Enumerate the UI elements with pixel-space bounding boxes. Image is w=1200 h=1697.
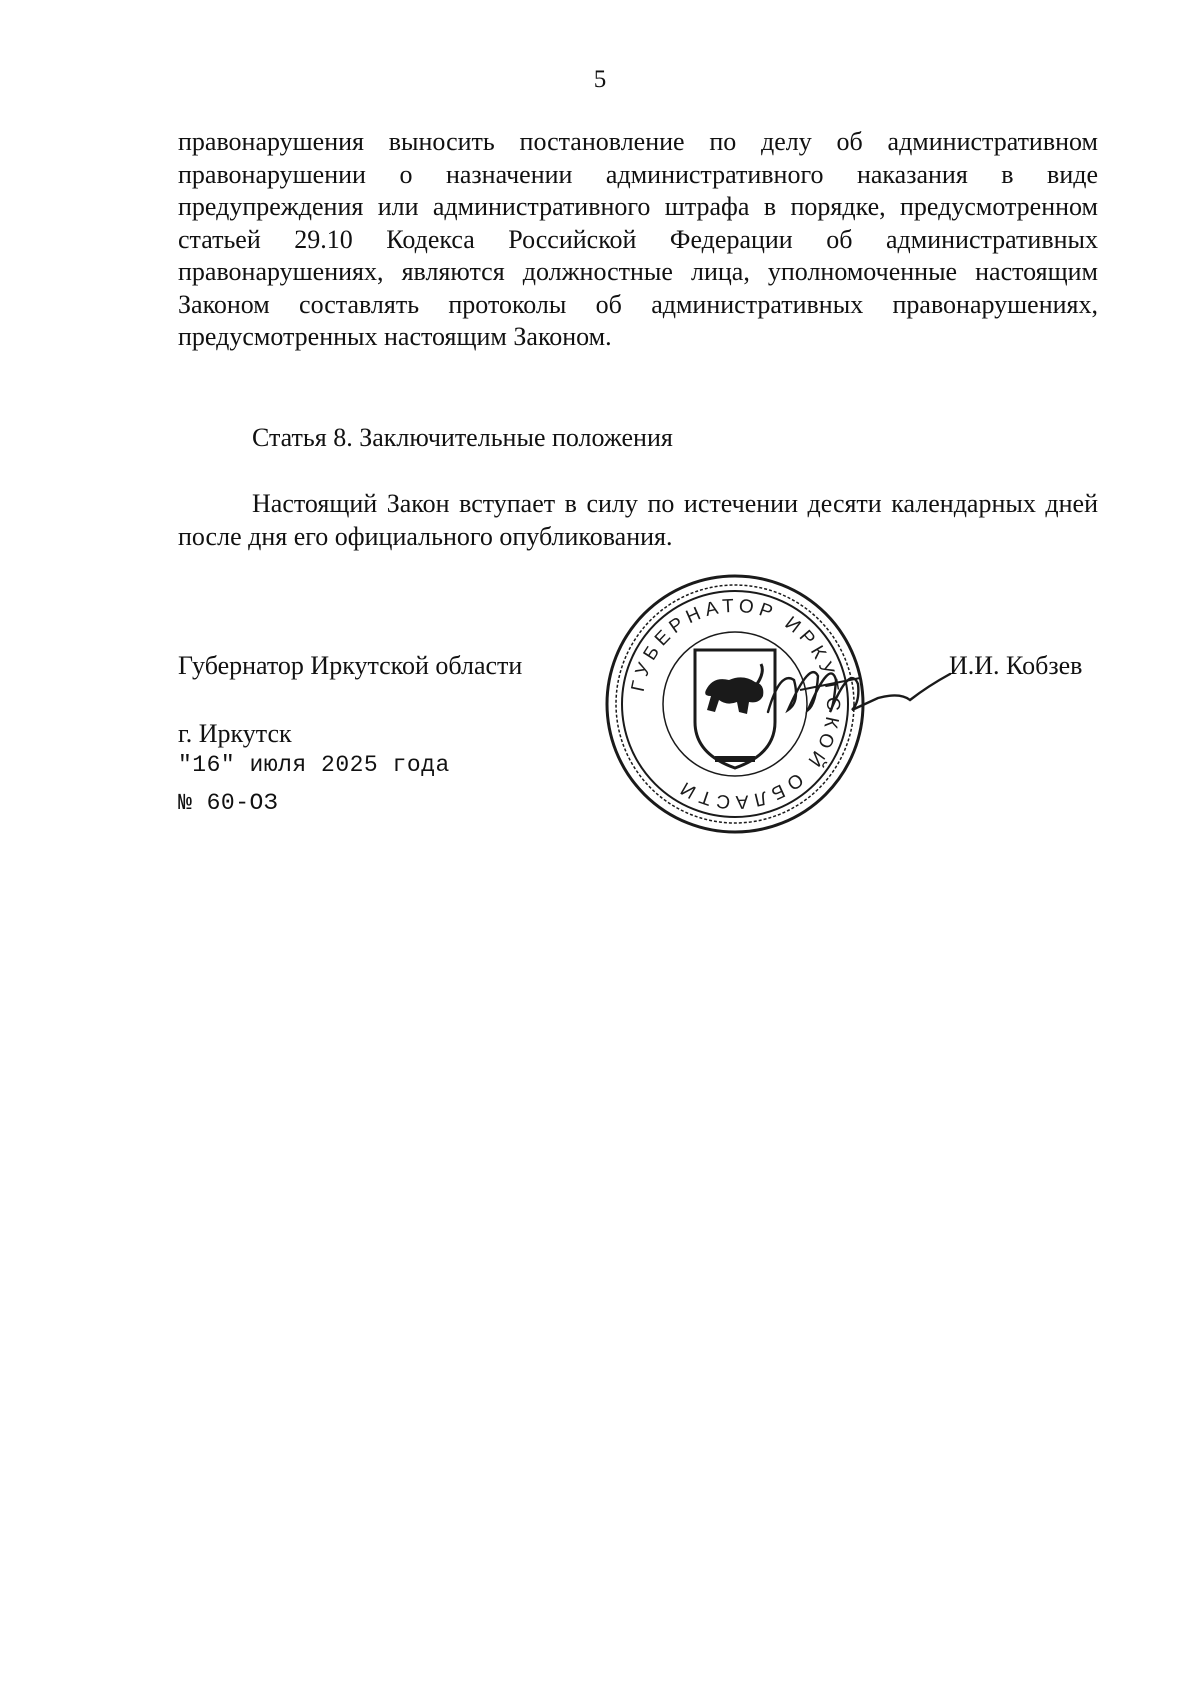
handwritten-signature [760,640,960,740]
page-number: 5 [593,66,607,93]
seal-ring-text: ГУБЕРНАТОР ИРКУТСКОЙ ОБЛАСТИ [627,595,844,813]
article-7-continuation-paragraph: правонарушения выносить постановление по делу об административном правонарушении о назначении административного наказания в виде предупреждения или административного штрафа в порядке, предусмотренном статьей 29.10 Кодекса Российской Федерации об административных правонарушениях, являются должностные лица, уполномоченные настоящим Законом составлять протоколы об административных правонарушениях, предусмотренных настоящим Законом. [178,127,1098,351]
signing-city: г. Иркутск [178,719,292,748]
signer-position: Губернатор Иркутской области [178,651,523,680]
law-number: № 60-ОЗ [178,790,279,816]
article-8-heading: Статья 8. Заключительные положения [252,423,673,452]
article-8-paragraph: Настоящий Закон вступает в силу по истечении десяти календарных дней после дня его официального опубликования. [178,489,1098,551]
signing-date: "16" июля 2025 года [178,752,450,778]
signer-name: И.И. Кобзев [949,651,1083,680]
